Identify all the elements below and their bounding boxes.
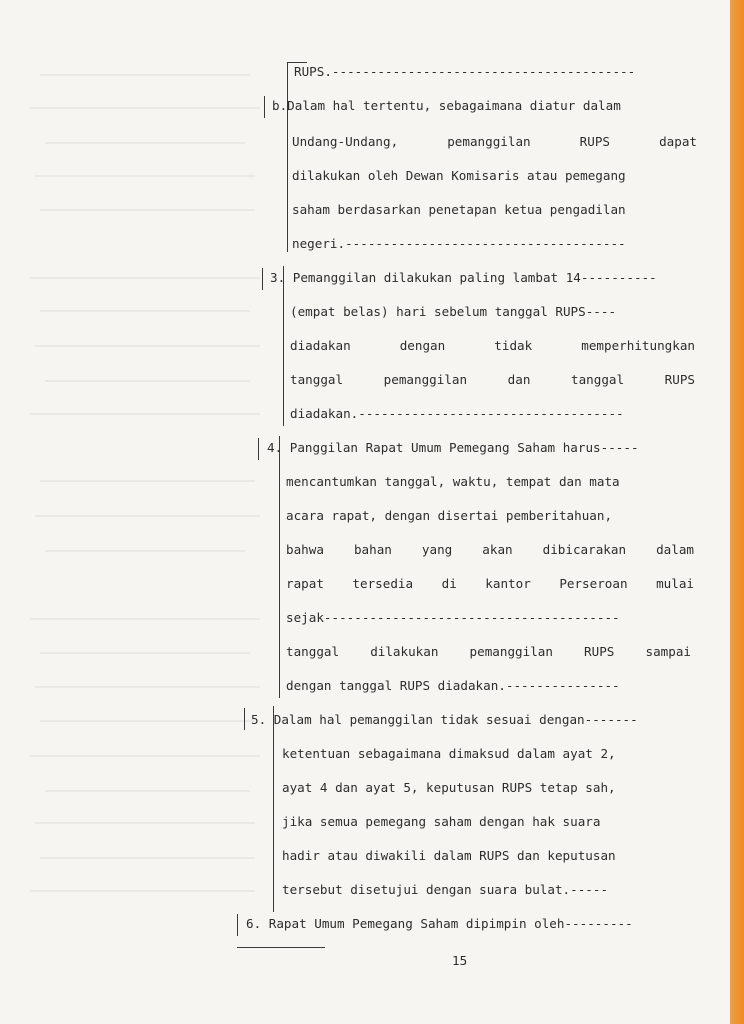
text-line: ayat 4 dan ayat 5, keputusan RUPS tetap sah,	[282, 780, 616, 795]
text-line: 6. Rapat Umum Pemegang Saham dipimpin oleh---------	[246, 916, 633, 931]
text-line: dilakukan oleh Dewan Komisaris atau pemegang	[292, 168, 626, 183]
text-line: tersebut disetujui dengan suara bulat.-----	[282, 882, 609, 897]
text-line: dengan tanggal RUPS diadakan.---------------	[286, 678, 620, 693]
text-line: mencantumkan tanggal, waktu, tempat dan mata	[286, 474, 620, 489]
margin-rule-upper	[287, 62, 288, 252]
text-line: rapat tersedia di kantor Perseroan mulai	[286, 576, 694, 591]
text-line: tanggal dilakukan pemanggilan RUPS sampai	[286, 644, 691, 659]
text-line: 3. Pemanggilan dilakukan paling lambat 14----------	[270, 270, 657, 285]
paragraph-marker-4	[258, 438, 259, 460]
paragraph-marker-6	[237, 914, 238, 936]
text-line: Undang-Undang, pemanggilan RUPS dapat	[292, 134, 697, 149]
margin-rule-4	[279, 436, 280, 698]
text-line: acara rapat, dengan disertai pemberitahuan,	[286, 508, 613, 523]
text-line: 4. Panggilan Rapat Umum Pemegang Saham harus-----	[267, 440, 639, 455]
text-line: bahwa bahan yang akan dibicarakan dalam	[286, 542, 694, 557]
text-line: tanggal pemanggilan dan tanggal RUPS	[290, 372, 695, 387]
text-line: sejak---------------------------------------	[286, 610, 620, 625]
paragraph-marker-b	[264, 96, 265, 118]
text-line: negeri.-------------------------------------	[292, 236, 626, 251]
text-line: diadakan dengan tidak memperhitungkan	[290, 338, 695, 353]
orange-page-edge	[730, 0, 744, 1024]
text-line: hadir atau diwakili dalam RUPS dan keputusan	[282, 848, 616, 863]
text-line: jika semua pemegang saham dengan hak suara	[282, 814, 601, 829]
text-line: diadakan.-----------------------------------	[290, 406, 624, 421]
paragraph-marker-3	[262, 268, 263, 290]
text-line: RUPS.----------------------------------------	[294, 64, 636, 79]
paragraph-marker-5	[244, 708, 245, 730]
bracket-top-line	[287, 62, 307, 63]
text-line: 5. Dalam hal pemanggilan tidak sesuai dengan-------	[251, 712, 638, 727]
text-line: b.Dalam hal tertentu, sebagaimana diatur dalam	[272, 98, 621, 113]
margin-rule-3	[283, 266, 284, 426]
page-number: 15	[452, 953, 468, 968]
bleed-through-text	[0, 0, 280, 1024]
text-line: (empat belas) hari sebelum tanggal RUPS----	[290, 304, 617, 319]
margin-rule-5	[273, 706, 274, 912]
text-line: ketentuan sebagaimana dimaksud dalam ayat 2,	[282, 746, 616, 761]
bracket-bottom-line	[237, 947, 325, 948]
text-line: saham berdasarkan penetapan ketua pengadilan	[292, 202, 626, 217]
